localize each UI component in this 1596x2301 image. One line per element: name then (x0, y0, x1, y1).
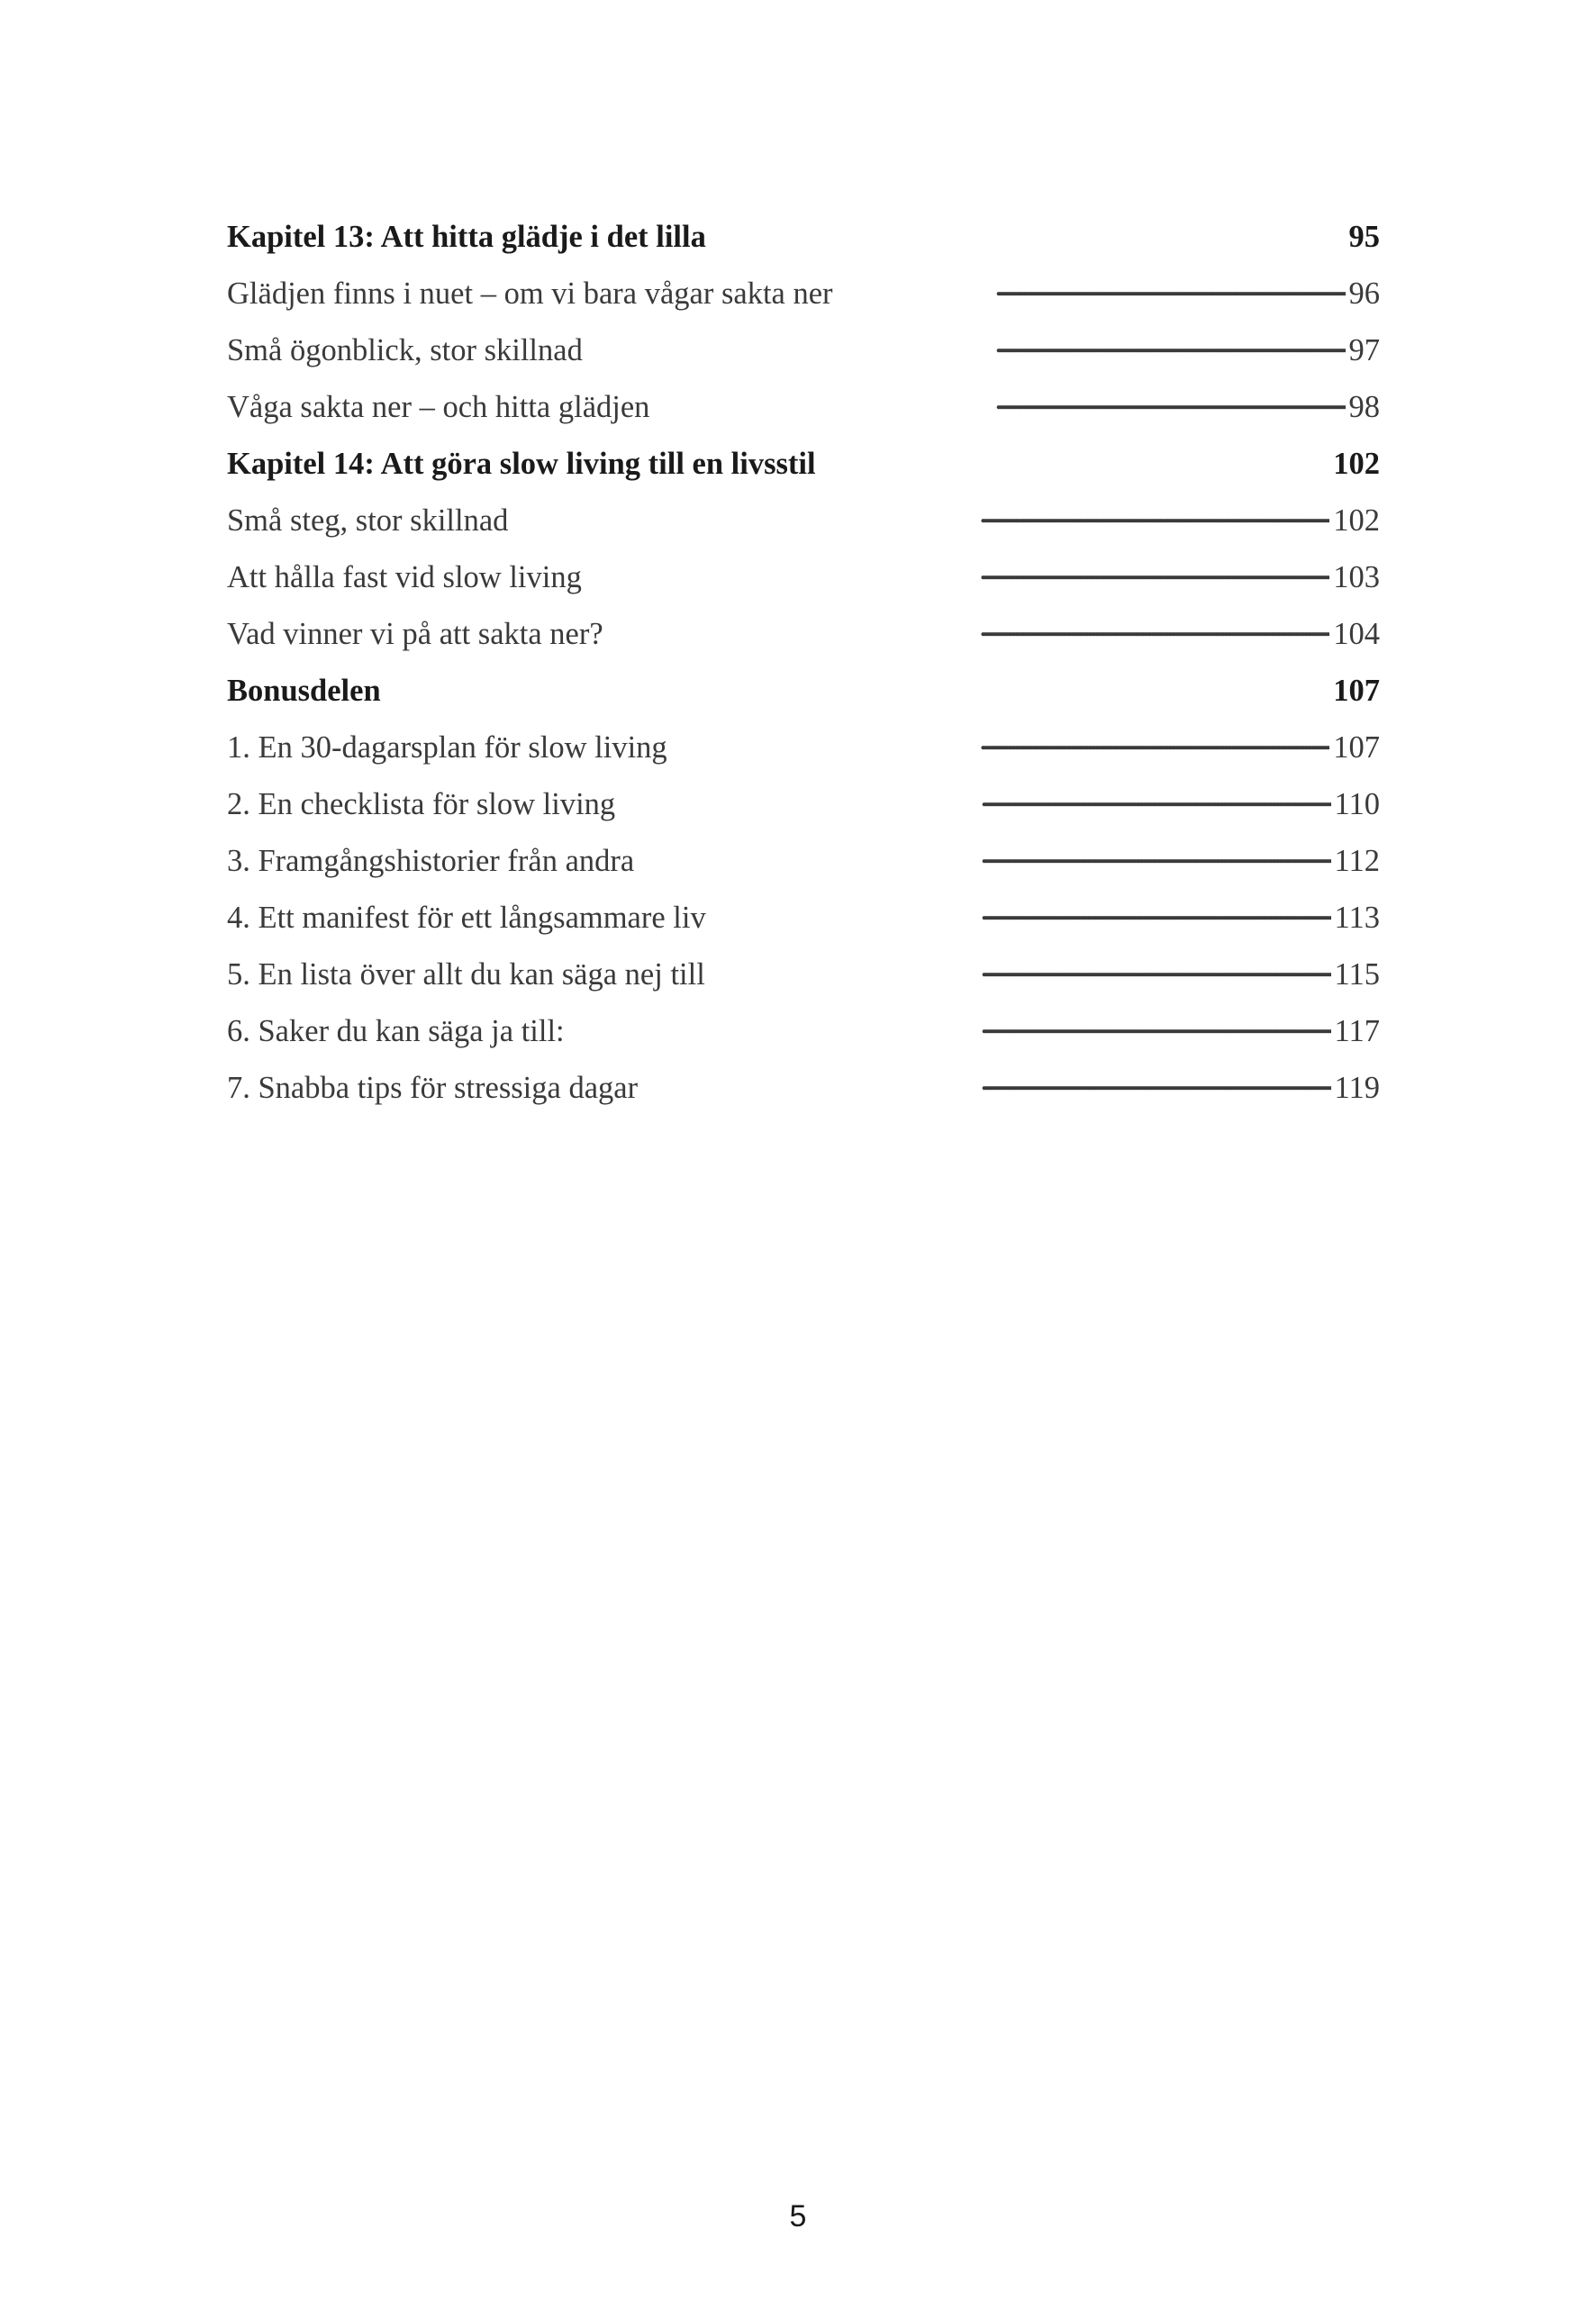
table-of-contents (227, 209, 1380, 1117)
toc-section-entry (227, 266, 1380, 322)
toc-entry-page: 115 (1334, 957, 1380, 992)
toc-entry-title: Glädjen finns i nuet – om vi bara vågar sakta ner (227, 276, 833, 311)
toc-entry-page: 104 (1333, 617, 1380, 651)
toc-entry-page: 117 (1334, 1014, 1380, 1048)
toc-entry-page: 113 (1334, 901, 1380, 935)
toc-chapter-bonusdelen (227, 663, 1380, 720)
toc-section-entry (227, 776, 1380, 833)
toc-dot-leader (638, 840, 1330, 872)
toc-section-entry (227, 606, 1380, 663)
toc-section-entry (227, 890, 1380, 947)
toc-entry-title: Kapitel 13: Att hitta glädje i det lilla (227, 220, 706, 254)
toc-entry-page: 96 (1348, 276, 1380, 311)
toc-section-entry (227, 1003, 1380, 1060)
toc-entry-title: Kapitel 14: Att göra slow living till en livsstil (227, 447, 816, 481)
toc-dot-leader (568, 1010, 1331, 1042)
toc-entry-page: 97 (1348, 333, 1380, 367)
toc-dot-leader (671, 727, 1330, 758)
toc-entry-page: 95 (1348, 220, 1380, 254)
toc-dot-leader (586, 330, 1346, 361)
toc-entry-page: 107 (1333, 674, 1380, 708)
toc-dot-leader (607, 613, 1330, 645)
toc-entry-title: 1. En 30-dagarsplan för slow living (227, 730, 667, 765)
toc-section-entry (227, 1060, 1380, 1117)
toc-dot-leader (820, 443, 1330, 475)
toc-entry-page: 107 (1333, 730, 1380, 765)
toc-section-entry (227, 493, 1380, 549)
toc-entry-title: 2. En checklista för slow living (227, 787, 616, 821)
toc-entry-title: Att hålla fast vid slow living (227, 560, 582, 594)
toc-dot-leader (710, 897, 1331, 929)
toc-dot-leader (619, 784, 1330, 815)
toc-dot-leader (585, 557, 1329, 588)
toc-dot-leader (837, 273, 1346, 304)
toc-entry-title: Bonusdelen (227, 674, 381, 708)
toc-entry-title: Våga sakta ner – och hitta glädjen (227, 390, 650, 424)
toc-entry-page: 102 (1333, 503, 1380, 538)
page-number: 5 (789, 2199, 807, 2233)
toc-entry-page: 112 (1334, 844, 1380, 878)
toc-entry-title: 3. Framgångshistorier från andra (227, 844, 635, 878)
toc-entry-title: 6. Saker du kan säga ja till: (227, 1014, 565, 1048)
toc-section-entry (227, 833, 1380, 890)
toc-entry-page: 110 (1334, 787, 1380, 821)
toc-entry-title: Små ögonblick, stor skillnad (227, 333, 583, 367)
toc-entry-title: 5. En lista över allt du kan säga nej till (227, 957, 705, 992)
toc-entry-title: Små steg, stor skillnad (227, 503, 509, 538)
toc-dot-leader (385, 670, 1330, 702)
toc-dot-leader (710, 216, 1346, 248)
toc-dot-leader (641, 1067, 1330, 1099)
toc-entry-title: 7. Snabba tips för stressiga dagar (227, 1071, 639, 1105)
toc-section-entry (227, 720, 1380, 776)
toc-dot-leader (709, 954, 1331, 985)
toc-section-entry (227, 549, 1380, 606)
toc-dot-leader (653, 386, 1345, 418)
toc-entry-page: 103 (1333, 560, 1380, 594)
toc-section-entry (227, 379, 1380, 436)
toc-chapter-14 (227, 436, 1380, 493)
toc-entry-page: 98 (1348, 390, 1380, 424)
toc-dot-leader (512, 500, 1329, 531)
toc-section-entry (227, 947, 1380, 1003)
toc-entry-page: 102 (1333, 447, 1380, 481)
toc-section-entry (227, 322, 1380, 379)
toc-entry-title: Vad vinner vi på att sakta ner? (227, 617, 603, 651)
toc-entry-page: 119 (1334, 1071, 1380, 1105)
toc-entry-title: 4. Ett manifest för ett långsammare liv (227, 901, 706, 935)
toc-chapter-13 (227, 209, 1380, 266)
